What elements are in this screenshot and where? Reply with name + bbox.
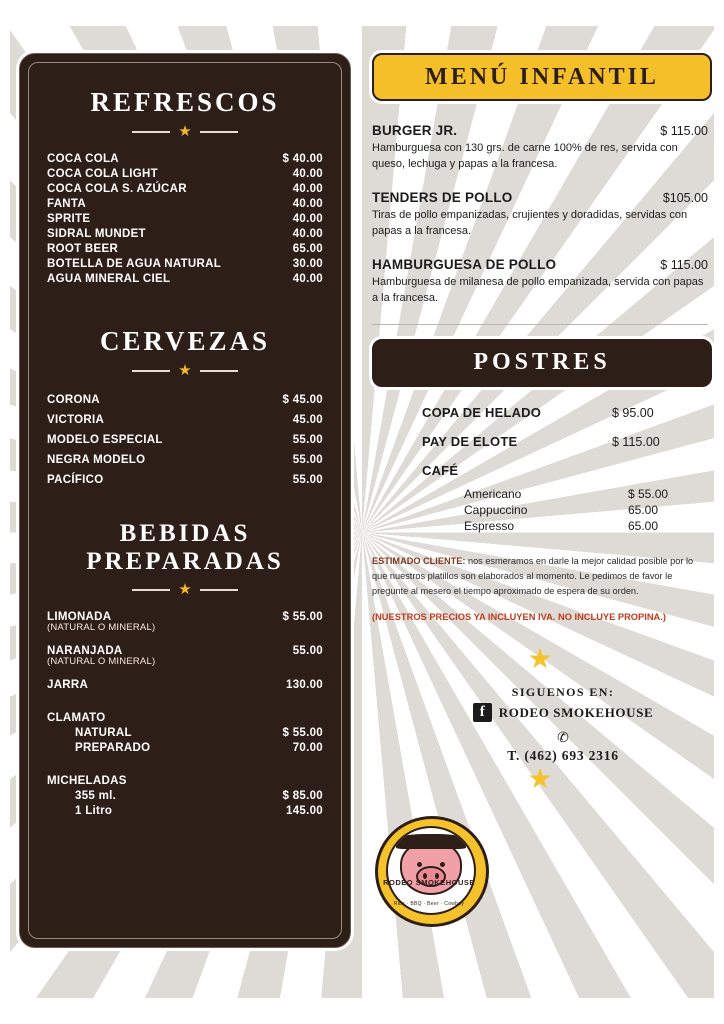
list-item [372, 190, 708, 240]
list-item [422, 405, 708, 420]
divider-line-right [200, 589, 238, 591]
divider-bebidas [47, 582, 323, 597]
spacer [47, 490, 323, 520]
item-price: 55.00 [292, 454, 323, 466]
list-item [75, 740, 323, 755]
item-name: COPA DE HELADO [422, 404, 542, 420]
star-icon: ★ [527, 763, 553, 795]
item-name: FANTA [47, 197, 86, 210]
item-subtitle: (NATURAL O MINERAL) [47, 656, 156, 667]
item-name: JARRA [47, 678, 89, 691]
micheladas-items [47, 788, 323, 818]
phone-icon: ✆ [557, 729, 569, 746]
item-name: SPRITE [47, 212, 91, 225]
pig-eye-right [440, 862, 445, 867]
item-price: 65.00 [628, 518, 659, 533]
divider-line-right [200, 370, 238, 372]
list-item [47, 181, 323, 196]
item-name: AGUA MINERAL CIEL [47, 272, 171, 285]
item-name: COCA COLA LIGHT [47, 167, 158, 180]
item-subtitle: (NATURAL O MINERAL) [47, 622, 156, 633]
item-price: 40.00 [292, 272, 323, 285]
item-price: 70.00 [292, 741, 323, 754]
list-item [464, 502, 708, 518]
divider-line-left [132, 370, 170, 372]
kids-menu-banner [372, 53, 712, 101]
item-price: $ 95.00 [612, 405, 654, 420]
list-item [47, 151, 323, 166]
section-title-cervezas: CERVEZAS [99, 326, 271, 356]
divider-line-left [132, 589, 170, 591]
social-handle: RODEO SMOKEHOUSE [498, 704, 654, 720]
spacer [47, 633, 323, 643]
drinks-panel [19, 53, 351, 948]
subsection-title: CLAMATO [47, 711, 106, 724]
item-price: 30.00 [292, 257, 323, 270]
item-name: LIMONADA [47, 610, 112, 623]
subsection-title: CAFÉ [422, 462, 459, 478]
kids-menu-items [372, 123, 708, 307]
item-price: $ 55.00 [628, 486, 669, 501]
list-item [47, 390, 323, 410]
subsection-header-cafe [422, 463, 708, 478]
notice-lead: ESTIMADO CLIENTE: [372, 555, 466, 566]
item-name: PACÍFICO [47, 474, 104, 486]
item-name: MODELO ESPECIAL [47, 434, 163, 446]
customer-notice [372, 554, 708, 626]
item-price: 65.00 [628, 502, 659, 517]
item-price: 40.00 [292, 212, 323, 225]
list-item [464, 518, 708, 534]
item-name: NEGRA MODELO [47, 454, 146, 466]
notice-tax-line [372, 610, 708, 625]
desserts-banner [372, 339, 712, 387]
item-description: Hamburguesa de milanesa de pollo empanizada, servida con papas a la francesa. [372, 275, 704, 304]
divider-line-left [132, 131, 170, 133]
item-price: 130.00 [286, 678, 323, 691]
social-block [438, 685, 688, 764]
spacer [47, 692, 323, 710]
list-item [47, 226, 323, 241]
desserts-items [372, 405, 708, 534]
list-item [47, 410, 323, 430]
item-price: $105.00 [662, 190, 708, 205]
item-name: NATURAL [75, 726, 132, 739]
divider-line-right [200, 131, 238, 133]
phone-block[interactable] [438, 729, 688, 764]
item-name: TENDERS DE POLLO [372, 189, 513, 205]
item-price: $ 115.00 [612, 434, 660, 449]
list-item [47, 196, 323, 211]
section-title-bebidas-line1: BEBIDAS [119, 520, 251, 547]
item-name: Cappuccino [464, 502, 528, 517]
item-name: COCA COLA S. AZÚCAR [47, 182, 187, 195]
star-icon: ★ [178, 581, 192, 598]
coffee-items [422, 486, 708, 534]
list-item [75, 725, 323, 740]
item-price: $ 45.00 [282, 394, 323, 406]
item-price: $ 55.00 [282, 726, 323, 739]
star-icon: ★ [178, 362, 192, 379]
item-price: 45.00 [292, 414, 323, 426]
item-price: 55.00 [292, 474, 323, 486]
follow-label: SIGUENOS EN: [511, 685, 615, 700]
notice-red-2: NO INCLUYE PROPINA.) [555, 612, 666, 623]
item-price: 55.00 [292, 434, 323, 446]
spacer [47, 755, 323, 773]
footer [372, 643, 708, 799]
item-name: BURGER JR. [372, 123, 458, 138]
item-name: VICTORIA [47, 414, 105, 426]
logo-bottom-text: Ribs · BBQ · Beer · Cowboy [393, 901, 465, 907]
item-price: $ 115.00 [660, 124, 708, 138]
list-item [75, 788, 323, 803]
list-item [47, 256, 323, 271]
item-name: BOTELLA DE AGUA NATURAL [47, 257, 222, 270]
list-item [47, 241, 323, 256]
list-item [47, 470, 323, 490]
clamato-items [47, 725, 323, 755]
item-name: CORONA [47, 394, 100, 406]
list-item [464, 486, 708, 502]
item-price: 40.00 [292, 182, 323, 195]
rodeo-smokehouse-logo [375, 816, 483, 921]
pig-eye-left [417, 862, 422, 867]
list-item [75, 803, 323, 818]
list-item [372, 257, 708, 307]
notice-body: nos esmeramos en darle la mejor calidad posible por lo que nuestros platillos son elaborados al momento. Le pedimos de favor le pregunte al mesero el tiempo aproximado de espera de su orden. [372, 555, 694, 596]
section-title-bebidas-line2: PREPARADAS [86, 548, 284, 575]
item-price: 40.00 [292, 197, 323, 210]
logo-top-text: RODEO SMOKEHOUSE [383, 878, 475, 887]
item-name: PREPARADO [75, 741, 151, 754]
list-item [47, 450, 323, 470]
facebook-icon[interactable]: f [473, 703, 492, 722]
list-item [372, 123, 708, 173]
item-header [372, 257, 708, 272]
spacer [47, 286, 323, 316]
right-column [372, 53, 708, 799]
refrescos-items [47, 151, 323, 286]
item-name: ROOT BEER [47, 242, 119, 255]
notice-red-1: (NUESTROS PRECIOS YA INCLUYEN IVA. [372, 612, 556, 623]
item-name: HAMBURGUESA DE POLLO [372, 256, 557, 272]
item-price: $ 55.00 [282, 610, 323, 623]
list-item [47, 166, 323, 181]
item-description: Tiras de pollo empanizadas, crujientes y doradidas, servidas con papas a la francesa. [372, 208, 688, 237]
item-name: SIDRAL MUNDET [47, 227, 146, 240]
divider-refrescos [47, 124, 323, 139]
item-price: 40.00 [292, 227, 323, 240]
subsection-title: MICHELADAS [47, 774, 127, 787]
section-divider [372, 324, 708, 325]
item-name: COCA COLA [47, 152, 119, 165]
list-item [47, 677, 323, 692]
cowboy-hat-icon [396, 834, 466, 849]
item-price: 145.00 [286, 804, 323, 817]
item-name: 1 Litro [75, 804, 113, 817]
item-name: PAY DE ELOTE [422, 433, 518, 449]
divider-cervezas [47, 363, 323, 378]
bebidas-items [47, 609, 323, 692]
item-header [372, 123, 708, 138]
spacer [47, 667, 323, 677]
star-icon: ★ [178, 123, 192, 140]
drinks-panel-inner [28, 62, 342, 939]
item-price: 65.00 [292, 242, 323, 255]
phone-number: T. (462) 693 2316 [507, 748, 619, 764]
list-item [47, 271, 323, 286]
subsection-header-micheladas [47, 773, 323, 788]
item-name: NARANJADA [47, 644, 123, 657]
star-icon: ★ [527, 643, 553, 675]
section-title-refrescos: REFRESCOS [90, 87, 280, 117]
facebook-row[interactable] [438, 703, 688, 722]
kids-menu-title: MENÚ INFANTIL [425, 63, 659, 90]
item-price: 55.00 [292, 644, 323, 657]
item-price: $ 40.00 [282, 152, 323, 165]
desserts-title: POSTRES [473, 349, 611, 376]
cervezas-items [47, 390, 323, 490]
item-name: Espresso [464, 518, 515, 533]
item-price: $ 115.00 [660, 257, 708, 272]
list-item [422, 434, 708, 449]
list-item [47, 211, 323, 226]
item-price: 40.00 [292, 167, 323, 180]
item-price: $ 85.00 [282, 789, 323, 802]
item-name: 355 ml. [75, 789, 117, 802]
item-name: Americano [464, 486, 522, 501]
subsection-header-clamato [47, 710, 323, 725]
item-header [372, 190, 708, 205]
list-item [47, 430, 323, 450]
item-description: Hamburguesa con 130 grs. de carne 100% de res, servida con queso, lechuga y papas a la francesa. [372, 142, 678, 170]
